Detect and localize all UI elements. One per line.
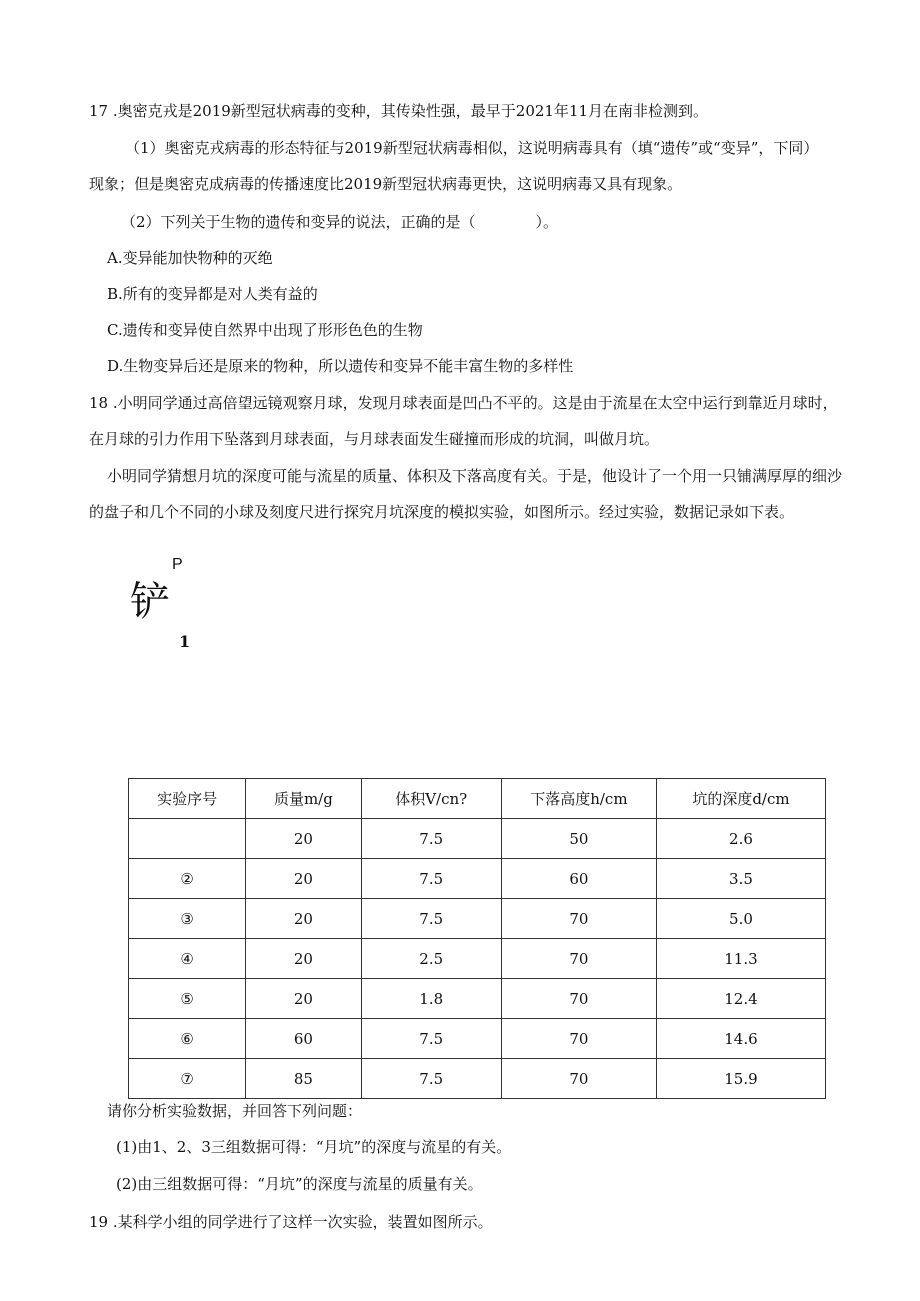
- cell-height: 70: [501, 1059, 656, 1099]
- q18-sub2: (2)由三组数据可得：“月坑”的深度与流星的质量有关。: [116, 1175, 483, 1193]
- cell-height: 70: [501, 899, 656, 939]
- q17-option-d: D.生物变异后还是原来的物种，所以遗传和变异不能丰富生物的多样性: [107, 357, 574, 375]
- cell-volume: 7.5: [361, 859, 501, 899]
- cell-trial: ⑦: [129, 1059, 246, 1099]
- header-drop-height: 下落高度h/cm: [501, 779, 656, 819]
- cell-depth: 11.3: [656, 939, 825, 979]
- q17-part1-line2: 现象；但是奥密克成病毒的传播速度比2019新型冠状病毒更快，这说明病毒又具有现象。: [89, 175, 683, 193]
- cell-volume: 7.5: [361, 1019, 501, 1059]
- cell-volume: 1.8: [361, 979, 501, 1019]
- cell-mass: 60: [246, 1019, 361, 1059]
- cell-volume: 2.5: [361, 939, 501, 979]
- table-row: [129, 939, 826, 979]
- cell-volume: 7.5: [361, 819, 501, 859]
- cell-depth: 12.4: [656, 979, 825, 1019]
- header-volume: 体积V/cn?: [361, 779, 501, 819]
- cell-trial: ③: [129, 899, 246, 939]
- cell-volume: 7.5: [361, 899, 501, 939]
- cell-trial: ⑥: [129, 1019, 246, 1059]
- header-crater-depth: 坑的深度d/cm: [656, 779, 825, 819]
- experiment-data-table: [128, 778, 826, 1099]
- cell-mass: 20: [246, 899, 361, 939]
- cell-height: 70: [501, 979, 656, 1019]
- cell-trial: ②: [129, 859, 246, 899]
- table-row: [129, 899, 826, 939]
- cell-depth: 14.6: [656, 1019, 825, 1059]
- cell-trial: ⑤: [129, 979, 246, 1019]
- q17-part1-line1: （1）奥密克戎病毒的形态特征与2019新型冠状病毒相似，这说明病毒具有（填“遗传”或“变异”，下同）: [125, 139, 819, 157]
- figure-main-glyph: 铲: [130, 579, 170, 625]
- header-trial-number: 实验序号: [129, 779, 246, 819]
- cell-height: 70: [501, 1019, 656, 1059]
- q19-stem: 19 .某科学小组的同学进行了这样一次实验，装置如图所示。: [89, 1213, 493, 1231]
- q17-part2: （2）下列关于生物的遗传和变异的说法，正确的是（ ）。: [121, 213, 559, 231]
- cell-depth: 15.9: [656, 1059, 825, 1099]
- cell-mass: 20: [246, 939, 361, 979]
- table-row: [129, 819, 826, 859]
- cell-height: 60: [501, 859, 656, 899]
- q18-para-line2: 的盘子和几个不同的小球及刻度尺进行探究月坑深度的模拟实验，如图所示。经过实验，数据记录如下表。: [89, 503, 795, 521]
- q17-option-a: A.变异能加快物种的灭绝: [107, 249, 273, 267]
- q17-stem: 17 .奥密克戎是2019新型冠状病毒的变种，其传染性强，最早于2021年11月在南非检测到。: [89, 102, 709, 120]
- cell-height: 70: [501, 939, 656, 979]
- q18-para-line1: 小明同学猜想月坑的深度可能与流星的质量、体积及下落高度有关。于是，他设计了一个用一只铺满厚厚的细沙: [107, 467, 843, 485]
- table-row: [129, 1019, 826, 1059]
- cell-trial: ④: [129, 939, 246, 979]
- table-row: [129, 1059, 826, 1099]
- q18-stem-line1: 18 .小明同学通过高倍望远镜观察月球，发现月球表面是凹凸不平的。这是由于流星在太空中运行到靠近月球时，: [89, 394, 838, 412]
- cell-volume: 7.5: [361, 1059, 501, 1099]
- q18-instruction: 请你分析实验数据，并回答下列问题：: [107, 1102, 363, 1120]
- table-row: [129, 979, 826, 1019]
- cell-height: 50: [501, 819, 656, 859]
- table-header-row: [129, 779, 826, 819]
- figure-label-p: P: [172, 556, 183, 573]
- q17-option-c: C.遗传和变异使自然界中出现了形形色色的生物: [107, 321, 423, 339]
- figure-label-1: 1: [179, 632, 191, 651]
- cell-mass: 20: [246, 979, 361, 1019]
- cell-trial: [129, 819, 246, 859]
- cell-depth: 3.5: [656, 859, 825, 899]
- header-mass: 质量m/g: [246, 779, 361, 819]
- q18-stem-line2: 在月球的引力作用下坠落到月球表面，与月球表面发生碰撞而形成的坑洞，叫做月坑。: [89, 430, 660, 448]
- q18-sub1: (1)由1、2、3三组数据可得：“月坑”的深度与流星的有关。: [116, 1138, 512, 1156]
- cell-depth: 2.6: [656, 819, 825, 859]
- q17-option-b: B.所有的变异都是对人类有益的: [107, 285, 318, 303]
- cell-mass: 85: [246, 1059, 361, 1099]
- cell-mass: 20: [246, 819, 361, 859]
- cell-depth: 5.0: [656, 899, 825, 939]
- table-row: [129, 859, 826, 899]
- cell-mass: 20: [246, 859, 361, 899]
